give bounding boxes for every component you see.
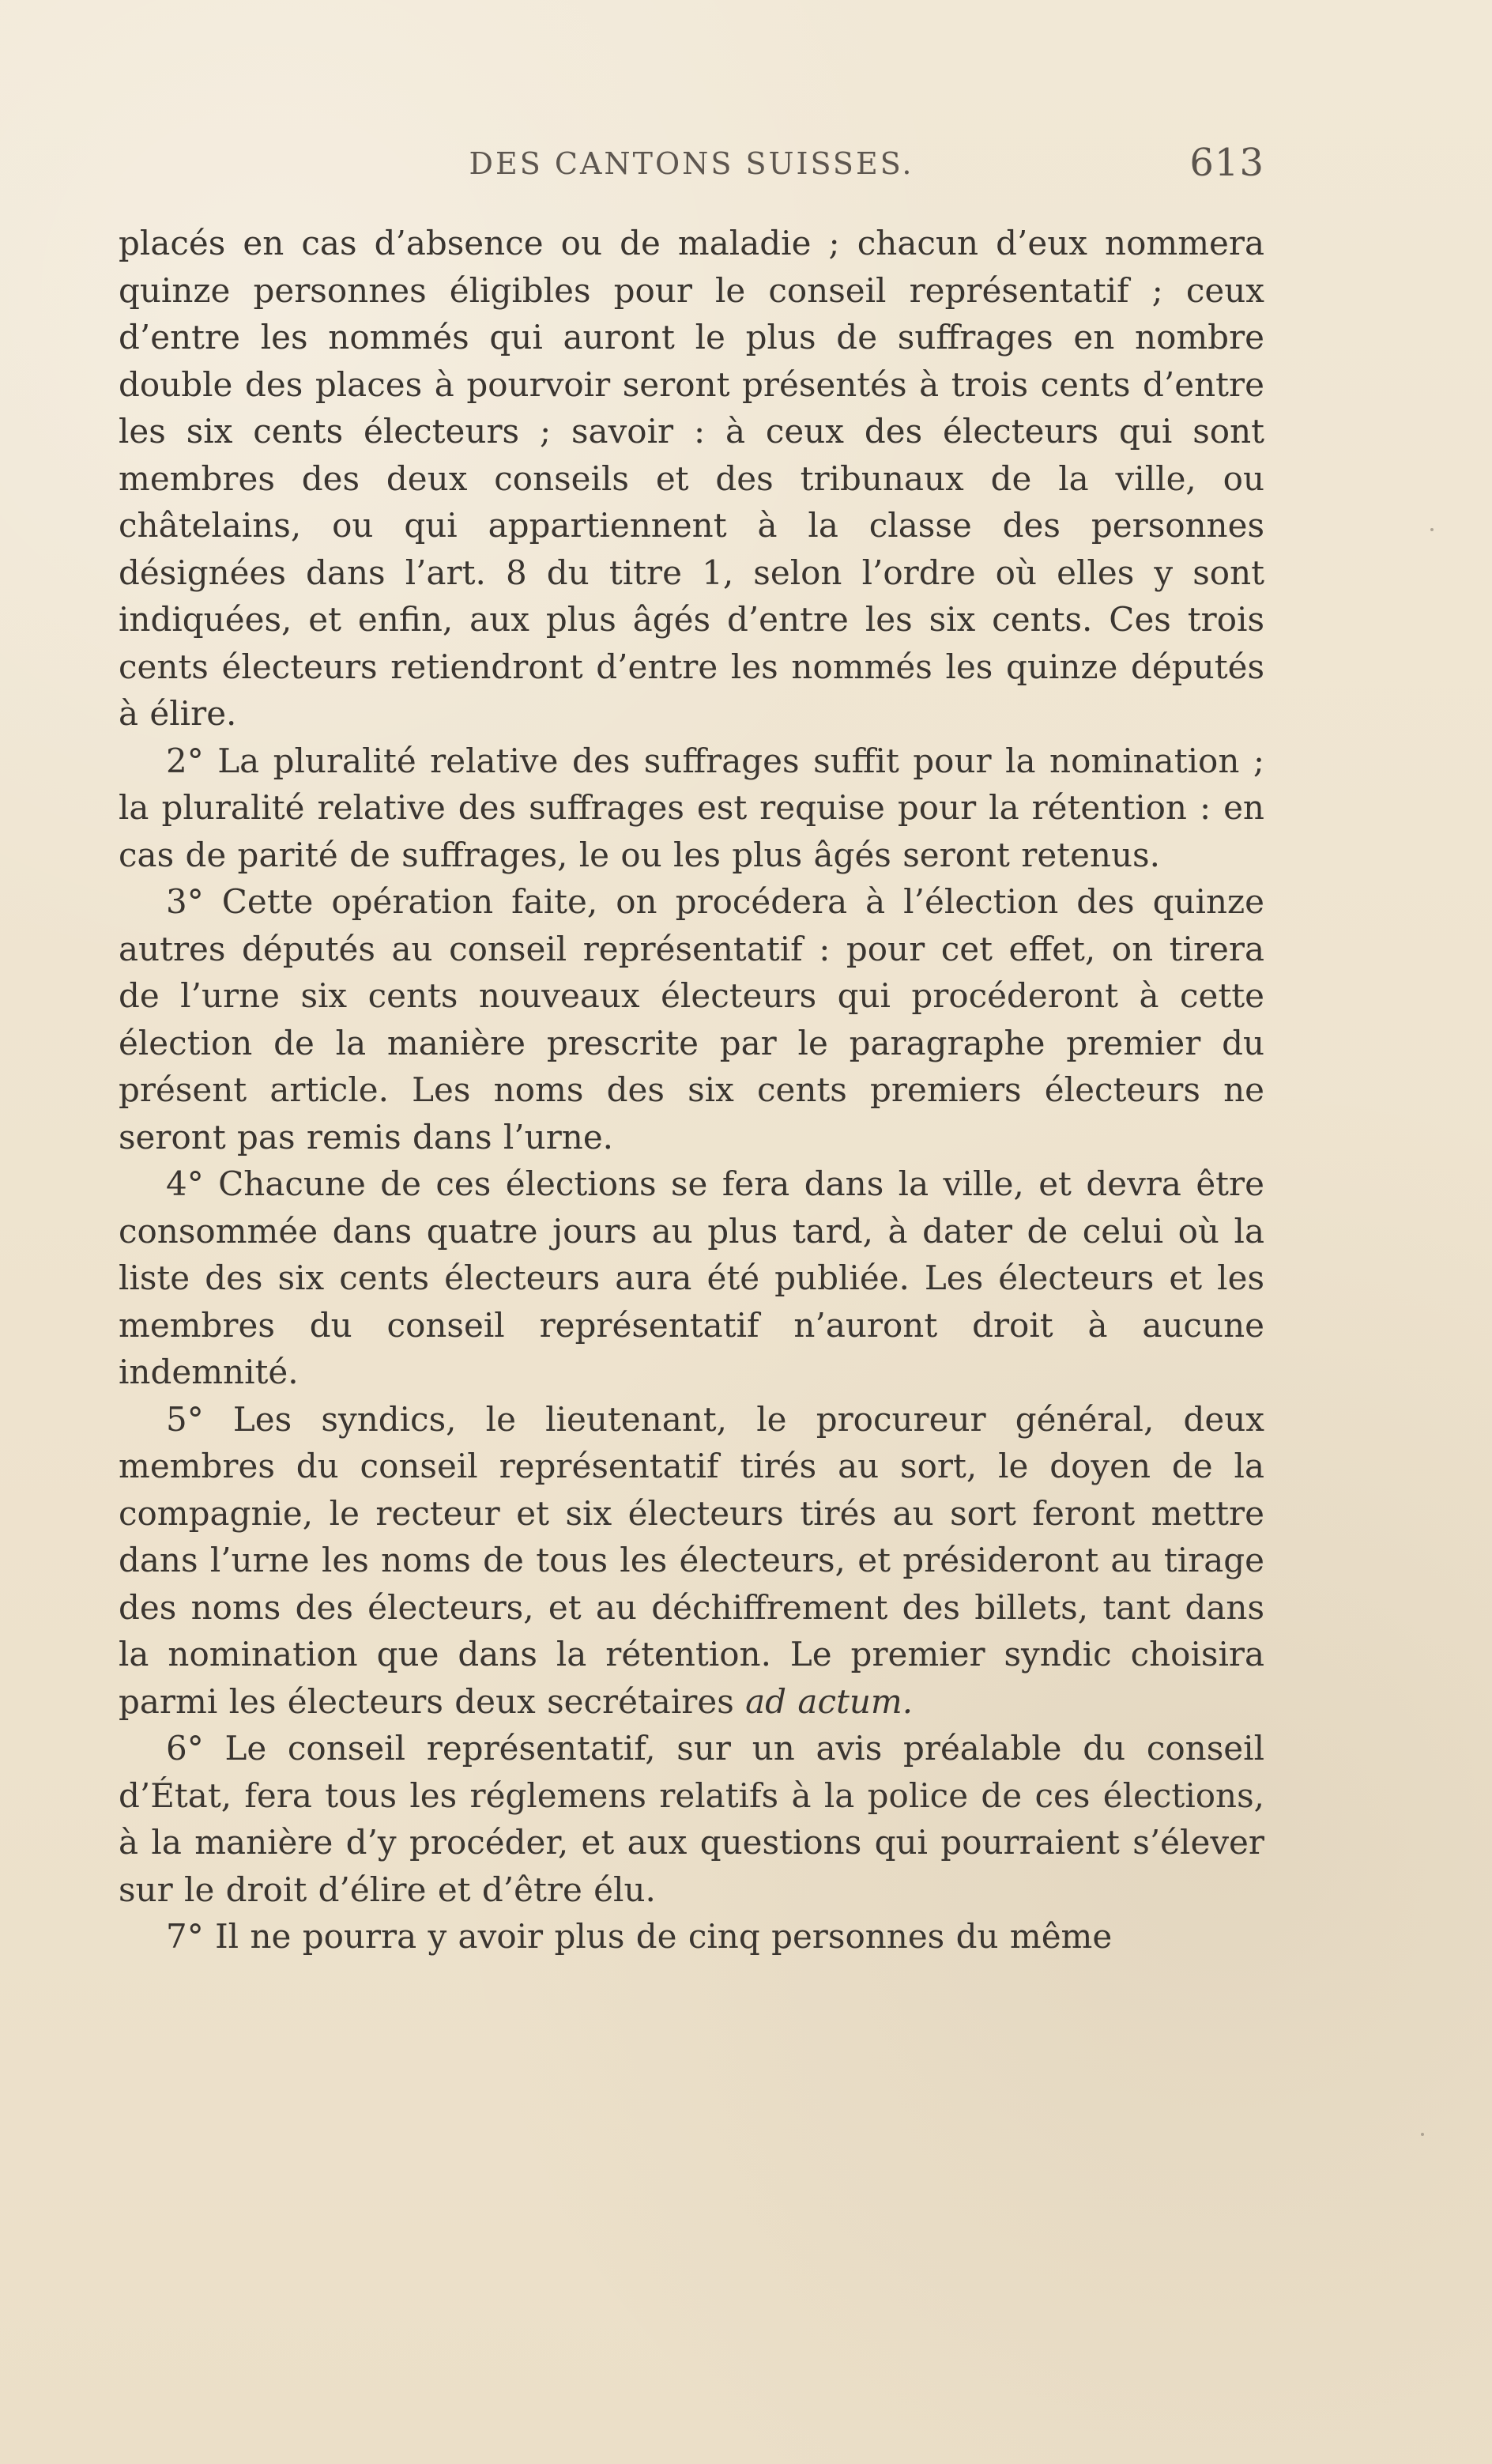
paragraph-item-6: 6° Le conseil représentatif, sur un avis préalable du conseil d’État, fera tous les réglemens relatifs à la police de ces élections, à la manière d’y procéder, et aux questions qui pourraient s’élever sur le droit d’élire et d’être élu. [119, 1729, 1264, 1909]
page-content [119, 220, 1264, 1960]
margin-mark [1421, 2133, 1424, 2136]
paragraph-item-3: 3° Cette opération faite, on procédera à l’élection des quinze autres députés au conseil représentatif : pour cet effet, on tirera de l’urne six cents nouveaux électeurs qui procéderont à cette élection de la manière prescrite par le paragraphe premier du présent article. Les noms des six cents premiers électeurs ne seront pas remis dans l’urne. [119, 882, 1264, 1157]
paragraph-item-2: 2° La pluralité relative des suffrages suffit pour la nomination ; la pluralité relative des suffrages est requise pour la rétention : en cas de parité de suffrages, le ou les plus âgés seront retenus. [119, 741, 1264, 874]
paragraph-item-5-italic: ad actum. [745, 1681, 914, 1721]
margin-mark [1430, 528, 1434, 531]
paragraph-continuation: placés en cas d’absence ou de maladie ; chacun d’eux nommera quinze personnes éligibles pour le conseil représentatif ; ceux d’entre les nommés qui auront le plus de suffrages en nombre double des places à pourvoir seront présentés à trois cents d’entre les six cents électeurs ; savoir : à ceux des électeurs qui sont membres des deux conseils et des tribunaux de la ville, ou châtelains, ou qui appartiennent à la classe des personnes désignées dans l’art. 8 du titre 1, selon l’ordre où elles y sont indiquées, et enfin, aux plus âgés d’entre les six cents. Ces trois cents électeurs retiendront d’entre les nommés les quinze députés à élire. [119, 224, 1264, 733]
paragraph-item-7: 7° Il ne pourra y avoir plus de cinq personnes du même [166, 1917, 1113, 1956]
page-number: 613 [1189, 141, 1264, 185]
paragraph-item-4: 4° Chacune de ces élections se fera dans la ville, et devra être consommée dans quatre jours au plus tard, à dater de celui où la liste des six cents électeurs aura été publiée. Les électeurs et les membres du conseil représentatif n’auront droit à aucune indemnité. [119, 1164, 1264, 1391]
running-head: DES CANTONS SUISSES. [469, 146, 914, 181]
paragraph-item-5 [119, 1396, 1264, 1726]
page-header [119, 141, 1264, 220]
paragraph-item-5-main: 5° Les syndics, le lieutenant, le procureur général, deux membres du conseil représentatif tirés au sort, le doyen de la compagnie, le recteur et six électeurs tirés au sort feront mettre dans l’urne les noms de tous les électeurs, et présideront au tirage des noms des électeurs, et au déchiffrement des billets, tant dans la nomination que dans la rétention. Le premier syndic choisira parmi les électeurs deux secrétaires [119, 1399, 1264, 1721]
